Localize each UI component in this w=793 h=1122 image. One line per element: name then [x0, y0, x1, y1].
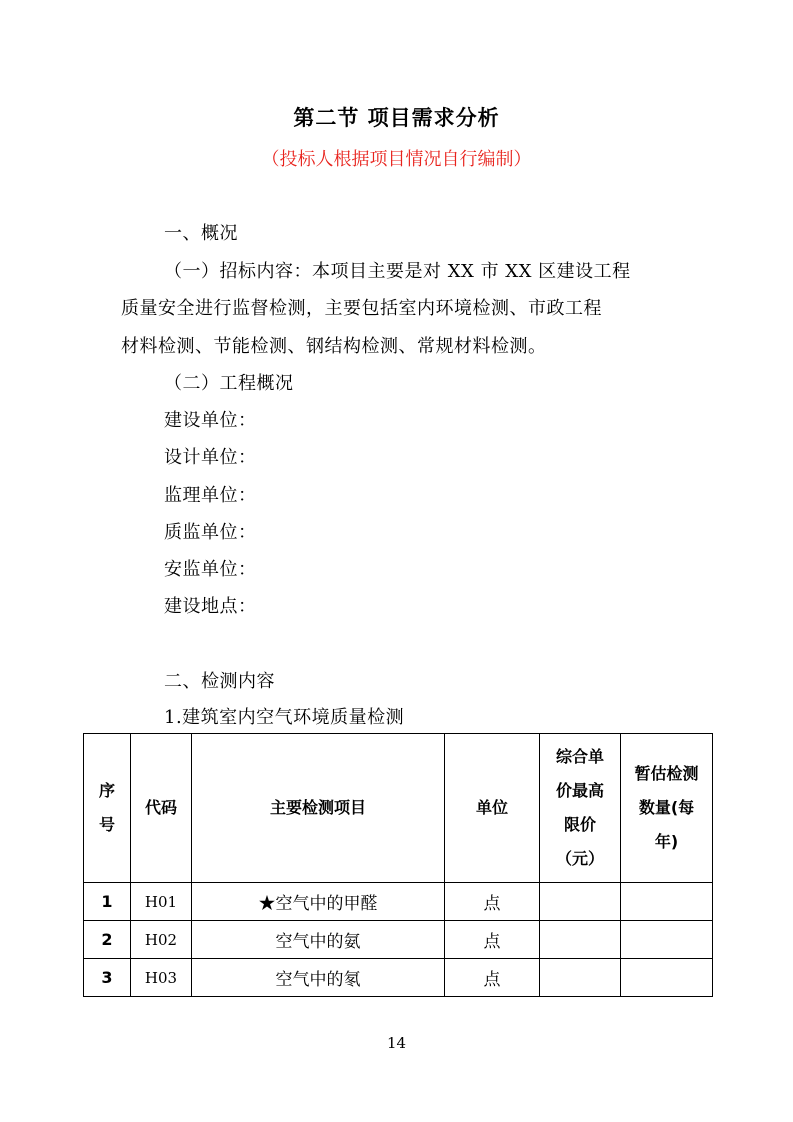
cell-code: H02	[131, 921, 192, 959]
cell-no: 2	[84, 921, 131, 959]
heading-inspection-content: 二、检测内容	[164, 671, 275, 692]
paragraph-line: 材料检测、节能检测、钢结构检测、常规材料检测。	[121, 336, 547, 357]
field-safety-supervision-unit: 安监单位：	[164, 559, 257, 580]
cell-item: 空气中的氡	[192, 959, 445, 997]
header-price-line: 价最高	[555, 781, 604, 800]
cell-price	[540, 883, 621, 921]
section-subtitle: （投标人根据项目情况自行编制）	[261, 149, 532, 170]
header-qty-line: 数量(每	[638, 798, 695, 817]
section-title: 第二节 项目需求分析	[293, 106, 500, 130]
cell-code: H03	[131, 959, 192, 997]
paragraph-line: （一）招标内容：本项目主要是对 XX 市 XX 区建设工程	[164, 261, 631, 282]
heading-overview: 一、概况	[164, 223, 238, 244]
header-qty	[621, 734, 713, 883]
table-row	[84, 959, 713, 997]
table-header-row	[84, 734, 713, 883]
header-unit: 单位	[445, 734, 540, 883]
field-quality-supervision-unit: 质监单位：	[164, 522, 257, 543]
header-price-line: 综合单	[555, 747, 604, 766]
cell-unit: 点	[445, 959, 540, 997]
page-number: 14	[386, 1034, 407, 1052]
cell-qty	[621, 921, 713, 959]
subheading-project-overview: （二）工程概况	[164, 373, 294, 394]
header-code: 代码	[131, 734, 192, 883]
table-row	[84, 921, 713, 959]
cell-no: 1	[84, 883, 131, 921]
table-row	[84, 883, 713, 921]
cell-qty	[621, 883, 713, 921]
cell-code: H01	[131, 883, 192, 921]
header-price	[540, 734, 621, 883]
field-design-unit: 设计单位：	[164, 447, 257, 468]
cell-price	[540, 921, 621, 959]
field-construction-unit: 建设单位：	[164, 410, 257, 431]
cell-unit: 点	[445, 921, 540, 959]
cell-item: 空气中的氨	[192, 921, 445, 959]
cell-qty	[621, 959, 713, 997]
cell-price	[540, 959, 621, 997]
header-seq-line: 序	[98, 781, 115, 800]
header-qty-line: 暂估检测	[634, 764, 699, 783]
inspection-table	[83, 733, 713, 997]
header-price-line: 限价	[563, 815, 596, 834]
field-construction-site: 建设地点：	[164, 596, 257, 617]
header-seq	[84, 734, 131, 883]
header-price-line: （元）	[555, 849, 604, 868]
header-qty-line: 年)	[654, 832, 679, 851]
header-item: 主要检测项目	[192, 734, 445, 883]
paragraph-line: 质量安全进行监督检测，主要包括室内环境检测、市政工程	[121, 298, 602, 319]
cell-item: ★空气中的甲醛	[192, 883, 445, 921]
subheading-indoor-air: 1.建筑室内空气环境质量检测	[164, 707, 405, 728]
cell-no: 3	[84, 959, 131, 997]
cell-unit: 点	[445, 883, 540, 921]
header-seq-line: 号	[98, 815, 115, 834]
field-supervision-unit: 监理单位：	[164, 485, 257, 506]
